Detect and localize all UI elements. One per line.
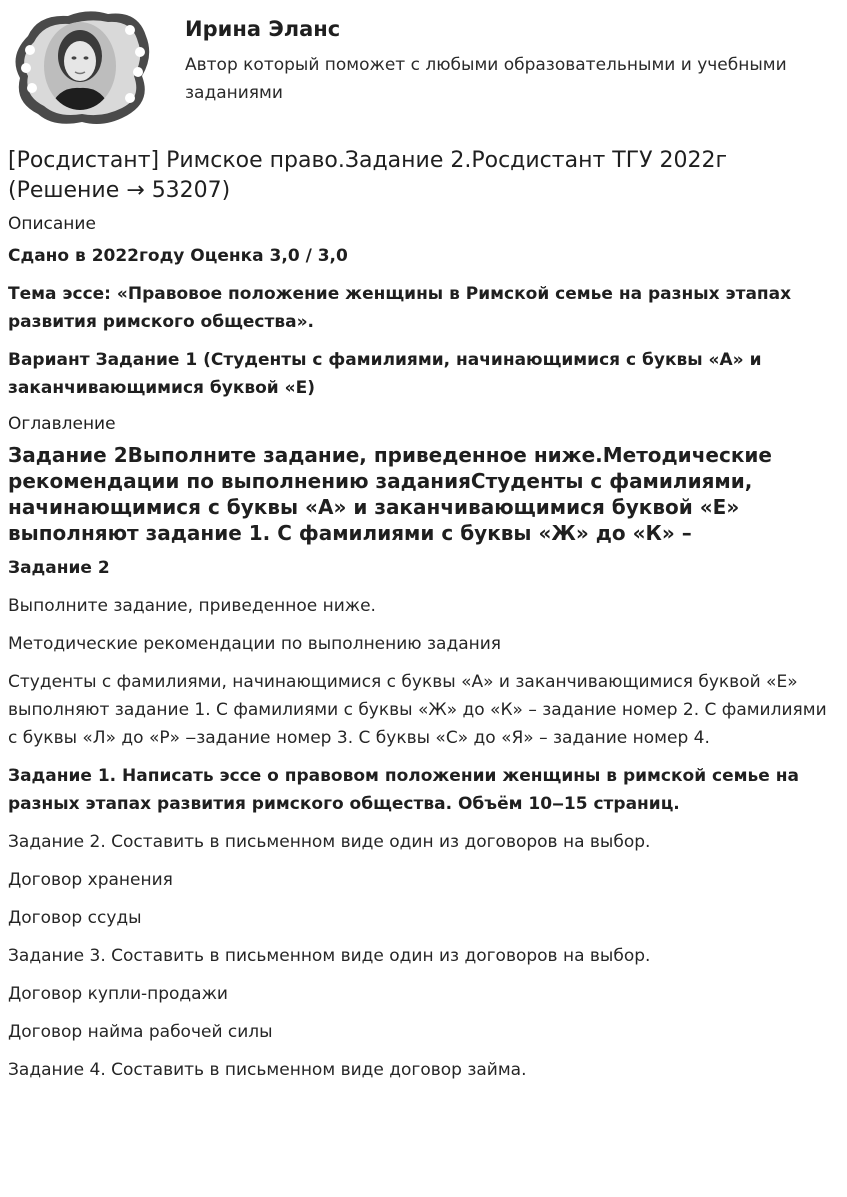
author-name[interactable]: Ирина Эланс <box>185 17 341 41</box>
task2-text: Задание 2. Составить в письменном виде один из договоров на выбор. <box>8 832 651 852</box>
students-instructions: Студенты с фамилиями, начинающимися с буквы «А» и заканчивающимися буквой «Е» выполняют задание 1. С фамилиями с буквы «Ж» до «К» – задание номер 2. С фамилиями с буквы «Л» до «Р» ‒задание номер 3. С буквы «С» до «Я» – задание номер 4. <box>8 672 827 748</box>
toc-heading: Задание 2Выполните задание, приведенное ниже.Методические рекомендации по выполнению заданияСтуденты с фамилиями, начинающимися с буквы «А» и заканчивающимися буквой «Е» выполняют задание 1. С фамилиями с буквы «Ж» до «К» – <box>8 443 772 545</box>
task1-text: Задание 1. Написать эссе о правовом положении женщины в римской семье на разных этапах развития римского общества. Объём 10‒15 страниц. <box>8 766 799 814</box>
task2-heading: Задание 2 <box>8 558 110 578</box>
contract-labor-hire: Договор найма рабочей силы <box>8 1022 273 1042</box>
variant-text: Вариант Задание 1 (Студенты с фамилиями, начинающимися с буквы «А» и заканчивающимися буквой «Е) <box>8 350 762 398</box>
task4-text: Задание 4. Составить в письменном виде договор займа. <box>8 1060 527 1080</box>
document-content <box>8 146 838 1094</box>
author-header <box>8 6 838 128</box>
essay-topic: Тема эссе: «Правовое положение женщины в Римской семье на разных этапах развития римского общества». <box>8 284 792 332</box>
task3-text: Задание 3. Составить в письменном виде один из договоров на выбор. <box>8 946 651 966</box>
contract-sale: Договор купли-продажи <box>8 984 228 1004</box>
submitted-grade: Сдано в 2022году Оценка 3,0 / 3,0 <box>8 246 348 266</box>
author-description: Автор который поможет с любыми образовательными и учебными заданиями <box>185 55 787 103</box>
contract-storage: Договор хранения <box>8 870 173 890</box>
description-label: Описание <box>8 214 96 234</box>
method-recommendations: Методические рекомендации по выполнению задания <box>8 634 502 654</box>
document-title: [Росдистант] Римское право.Задание 2.Росдистант ТГУ 2022г (Решение → 53207) <box>8 148 728 203</box>
do-task-text: Выполните задание, приведенное ниже. <box>8 596 376 616</box>
contract-loan-for-use: Договор ссуды <box>8 908 142 928</box>
toc-label: Оглавление <box>8 414 116 434</box>
author-avatar[interactable] <box>8 6 152 128</box>
